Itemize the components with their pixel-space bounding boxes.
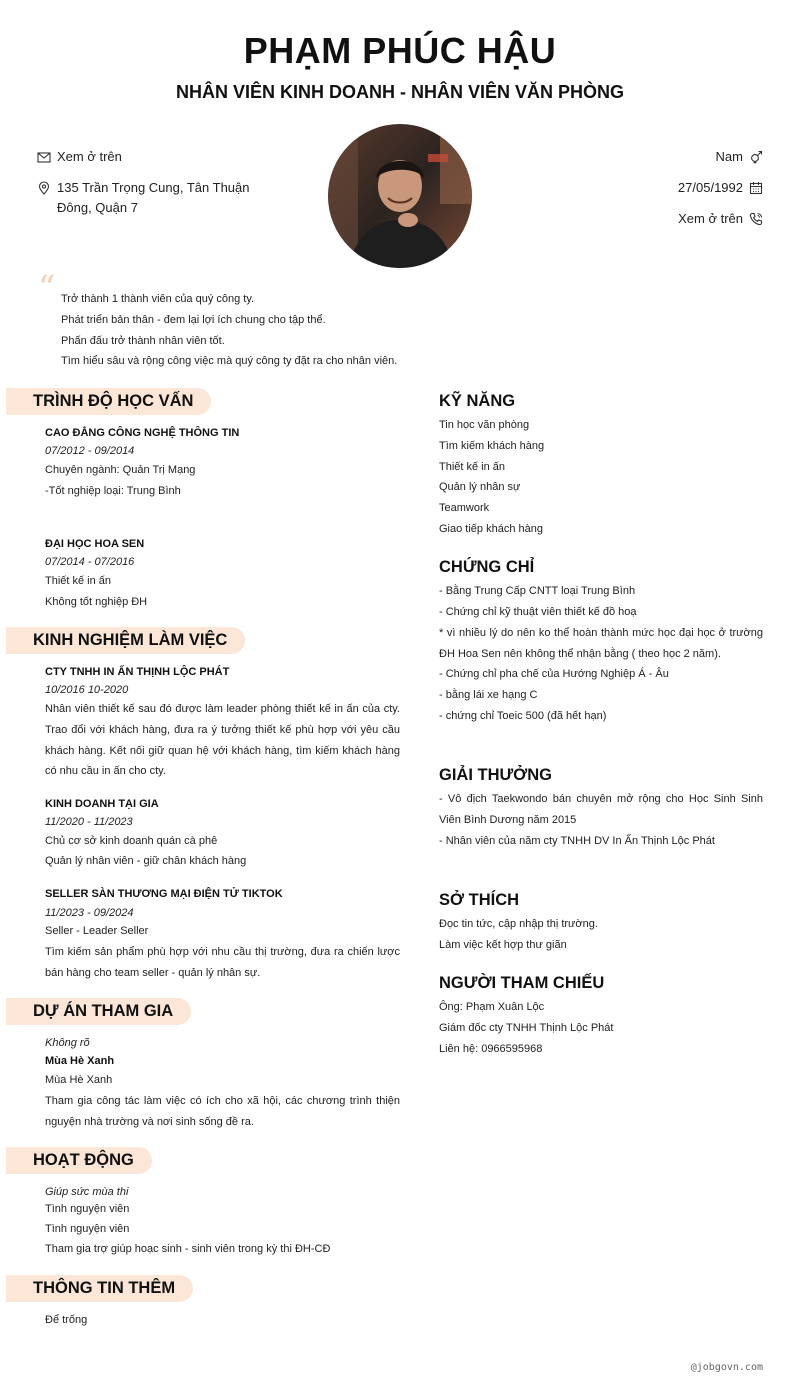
career-objective <box>61 289 441 372</box>
education-date: 07/2014 - 07/2016 <box>45 556 135 568</box>
award-item: - Vô địch Taekwondo bán chuyên mở rộng cho Học Sinh Sinh Viên Bình Dương năm 2015 <box>439 793 763 826</box>
skill-item: Tìm kiếm khách hàng <box>439 440 545 452</box>
education-detail: Chuyên ngành: Quản Trị Mạng <box>45 464 196 476</box>
contact-email <box>37 147 122 167</box>
experience-date: 11/2023 - 09/2024 <box>45 907 134 919</box>
award-item: - Nhân viên của năm cty TNHH DV In Ấn Thịnh Lộc Phát <box>439 835 715 847</box>
certificate-item: - Chứng chỉ kỹ thuật viên thiết kế đồ hoạ <box>439 606 637 618</box>
experience-description: Tìm kiếm sản phẩm phù hợp với nhu cầu thị trường, đưa ra chiến lược bán hàng cho team seller - quản lý nhân sự. <box>45 946 400 979</box>
phone-icon <box>749 212 763 226</box>
education-detail: Không tốt nghiệp ĐH <box>45 596 148 608</box>
section-heading-certificates: CHỨNG CHỈ <box>439 558 535 576</box>
section-heading-activities: HOẠT ĐỘNG <box>6 1147 152 1174</box>
experience-role: Seller - Leader Seller <box>45 925 149 937</box>
address-value: 135 Trần Trọng Cung, Tân Thuận Đông, Quận 7 <box>57 180 250 215</box>
objective-line: Phát triển bản thân - đem lại lợi ích chung cho tập thể. <box>61 313 326 326</box>
certificate-item: - Bằng Trung Cấp CNTT loại Trung Bình <box>439 585 636 597</box>
activity-title: Tình nguyện viên <box>45 1203 130 1215</box>
email-value: Xem ở trên <box>57 149 122 164</box>
section-heading-experience: KINH NGHIỆM LÀM VIỆC <box>6 627 245 654</box>
avatar <box>328 124 472 268</box>
experience-company: KINH DOANH TẠI GIA <box>45 798 159 810</box>
section-heading-education: TRÌNH ĐỘ HỌC VẤN <box>6 388 211 415</box>
skill-item: Teamwork <box>439 502 490 514</box>
certificate-item: - bằng lái xe hạng C <box>439 689 538 701</box>
reference-item: Giám đốc cty TNHH Thịnh Lộc Phát <box>439 1022 614 1034</box>
skill-item: Giao tiếp khách hàng <box>439 523 543 535</box>
education-detail: -Tốt nghiệp loại: Trung Bình <box>45 485 181 497</box>
experience-detail: Chủ cơ sở kinh doanh quán cà phê <box>45 835 218 847</box>
skill-item: Quản lý nhân sự <box>439 481 521 493</box>
project-title: Mùa Hè Xanh <box>45 1055 115 1067</box>
location-pin-icon <box>37 181 51 195</box>
education-school: CAO ĐẲNG CÔNG NGHỆ THÔNG TIN <box>45 427 240 439</box>
section-heading-skills: KỸ NĂNG <box>439 392 516 410</box>
skill-item: Tin học văn phòng <box>439 419 530 431</box>
calendar-icon <box>749 181 763 195</box>
reference-item: Liên hệ: 0966595968 <box>439 1043 543 1055</box>
additional-text: Để trống <box>45 1314 88 1326</box>
section-heading-references: NGƯỜI THAM CHIẾU <box>439 974 605 992</box>
contact-address <box>37 178 287 218</box>
quote-icon: “ <box>38 268 56 308</box>
project-date: Không rõ <box>45 1037 90 1049</box>
contact-birthday <box>678 178 763 198</box>
contact-gender <box>716 147 763 167</box>
section-heading-hobbies: SỞ THÍCH <box>439 891 520 909</box>
project-description: Tham gia công tác làm việc có ích cho xã hội, các chương trình thiện nguyện nhà trường và nơi sinh sống đề ra. <box>45 1095 400 1128</box>
mail-icon <box>37 150 51 164</box>
section-heading-awards: GIẢI THƯỞNG <box>439 766 553 784</box>
gender-value: Nam <box>715 149 743 164</box>
activity-date: Giúp sức mùa thi <box>45 1186 129 1198</box>
candidate-name: PHẠM PHÚC HẬU <box>243 30 557 71</box>
activity-description: Tham gia trợ giúp hoạc sinh - sinh viên trong kỳ thi ĐH-CĐ <box>45 1243 331 1255</box>
education-school: ĐẠI HỌC HOA SEN <box>45 538 145 550</box>
reference-item: Ông: Phạm Xuân Lộc <box>439 1001 545 1013</box>
objective-line: Tìm hiểu sâu và rộng công việc mà quý công ty đặt ra cho nhân viên. <box>61 355 398 368</box>
certificate-item: - chứng chỉ Toeic 500 (đã hết hạn) <box>439 710 607 722</box>
gender-icon <box>749 150 763 164</box>
activity-role: Tình nguyện viên <box>45 1223 130 1235</box>
contact-phone <box>678 209 763 229</box>
experience-company: SELLER SÀN THƯƠNG MẠI ĐIỆN TỬ TIKTOK <box>45 888 283 900</box>
experience-description: Nhân viên thiết kế sau đó được làm leader phòng thiết kế in ấn của cty. Trao đổi với khách hàng, đưa ra ý tưởng thiết kế phù hợp với yêu cầu khách hàng. Kết nối giữ quan hệ với khách hàng, tìm kiếm khách hàng có nhu cầu in ấn cho cty. <box>45 703 400 778</box>
education-detail: Thiết kế in ấn <box>45 575 112 587</box>
experience-date: 10/2016 10-2020 <box>45 684 129 696</box>
section-heading-additional: THÔNG TIN THÊM <box>6 1275 193 1302</box>
objective-line: Phấn đấu trở thành nhân viên tốt. <box>61 334 225 347</box>
section-heading-projects: DỰ ÁN THAM GIA <box>6 998 191 1025</box>
hobby-item: Làm việc kết hợp thư giãn <box>439 939 567 951</box>
experience-detail: Quản lý nhân viên - giữ chân khách hàng <box>45 855 247 867</box>
watermark: @jobgovn.com <box>690 1362 763 1373</box>
education-date: 07/2012 - 09/2014 <box>45 445 135 457</box>
certificate-note: * vì nhiều lý do nên ko thể hoàn thành mức học đại học ở trường ĐH Hoa Sen nên không thể nhận bằng ( theo học 2 năm). <box>439 627 763 660</box>
objective-line: Trở thành 1 thành viên của quý công ty. <box>61 293 255 305</box>
candidate-position: NHÂN VIÊN KINH DOANH - NHÂN VIÊN VĂN PHÒNG <box>175 82 625 102</box>
experience-date: 11/2020 - 11/2023 <box>45 816 133 828</box>
experience-company: CTY TNHH IN ẤN THỊNH LỘC PHÁT <box>45 666 230 678</box>
birthday-value: 27/05/1992 <box>677 180 743 195</box>
skill-item: Thiết kế in ấn <box>439 461 506 473</box>
certificate-item: - Chứng chỉ pha chế của Hướng Nghiệp Á - Âu <box>439 668 669 680</box>
hobby-item: Đọc tin tức, cập nhập thị trường. <box>439 918 598 930</box>
phone-value: Xem ở trên <box>678 211 743 226</box>
project-role: Mùa Hè Xanh <box>45 1074 113 1086</box>
